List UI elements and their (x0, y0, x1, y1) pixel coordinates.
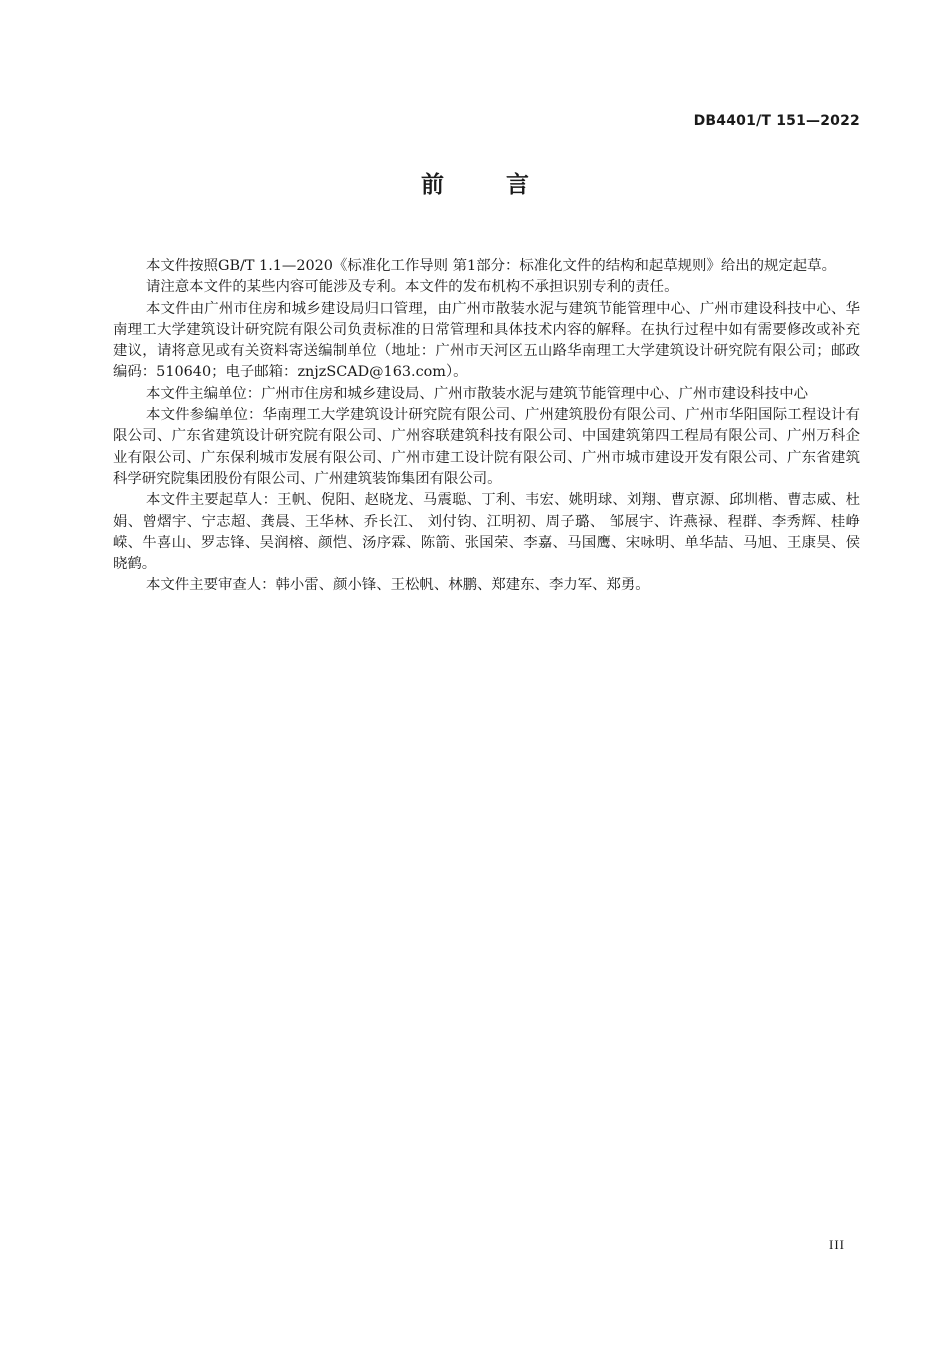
page-title-char-1: 前 (421, 172, 444, 198)
paragraph-drafters: 本文件主要起草人：王帆、倪阳、赵晓龙、马震聪、丁利、韦宏、姚明球、刘翔、曹京源、邱圳楷、曹志威、杜娟、曾熠宇、宁志超、龚晨、王华林、乔长江、 刘付钧、江明初、周子璐、 邹展宇、许燕禄、程群、李秀辉、桂峥嵘、牛喜山、罗志锋、吴润榕、颜恺、汤序霖、陈箭、张国荣、李嘉、马国鹰、宋咏明、单华喆、马旭、王康昊、侯晓鹤。 (113, 492, 860, 573)
paragraph-reviewers: 本文件主要审查人：韩小雷、颜小锋、王松帆、林鹏、郑建东、李力军、郑勇。 (146, 577, 650, 594)
foreword-body (113, 256, 860, 597)
page-title-char-2: 言 (506, 172, 529, 198)
paragraph-patent-notice: 请注意本文件的某些内容可能涉及专利。本文件的发布机构不承担识别专利的责任。 (146, 279, 679, 296)
paragraph-chief-editors: 本文件主编单位：广州市住房和城乡建设局、广州市散装水泥与建筑节能管理中心、广州市建设科技中心 (146, 385, 808, 402)
document-code: DB4401/T 151—2022 (693, 113, 860, 129)
page-number: III (829, 1237, 845, 1252)
paragraph-management: 本文件由广州市住房和城乡建设局归口管理，由广州市散装水泥与建筑节能管理中心、广州市建设科技中心、华南理工大学建筑设计研究院有限公司负责标准的日常管理和具体技术内容的解释。在执行过程中如有需要修改或补充建议，请将意见或有关资料寄送编制单位（地址：广州市天河区五山路华南理工大学建筑设计研究院有限公司；邮政编码：510640；电子邮箱：znjzSCAD@163.com）。 (113, 300, 860, 381)
page-title (0, 166, 950, 199)
paragraph-drafting-rules: 本文件按照GB/T 1.1—2020《标准化工作导则 第1部分：标准化文件的结构和起草规则》给出的规定起草。 (146, 258, 836, 274)
paragraph-participating-units: 本文件参编单位：华南理工大学建筑设计研究院有限公司、广州建筑股份有限公司、广州市华阳国际工程设计有限公司、广东省建筑设计研究院有限公司、广州容联建筑科技有限公司、中国建筑第四工程局有限公司、广州万科企业有限公司、广东保利城市发展有限公司、广州市建工设计院有限公司、广州市城市建设开发有限公司、广东省建筑科学研究院集团股份有限公司、广州建筑装饰集团有限公司。 (113, 407, 860, 487)
